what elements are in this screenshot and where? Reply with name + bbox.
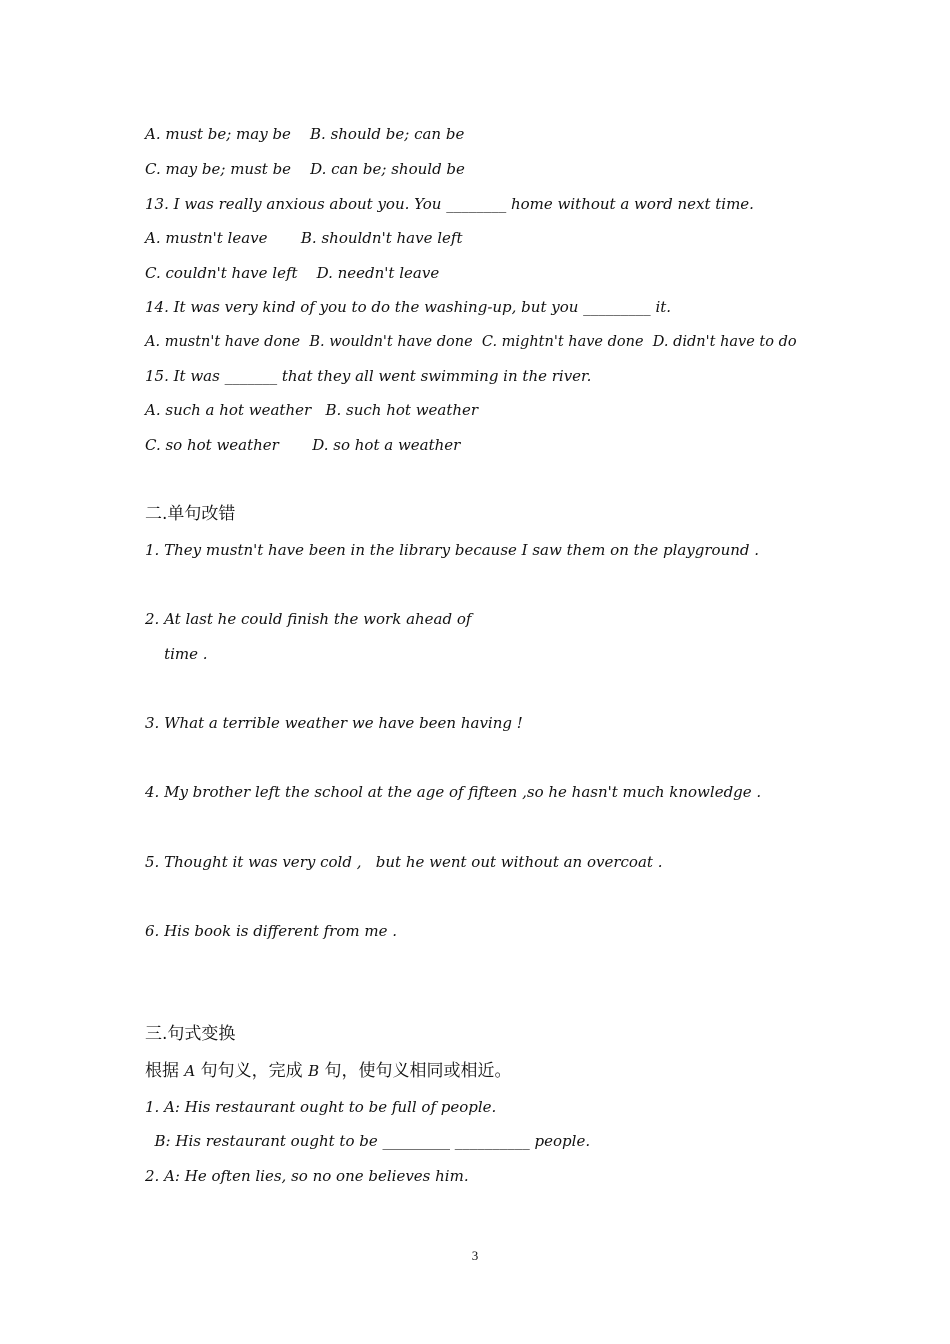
- correction-item-4: 4. My brother left the school at the age of fifteen ,so he hasn't much knowledge .: [145, 783, 762, 801]
- transformation-item-1-a: 1. A: His restaurant ought to be full of people.: [145, 1098, 497, 1116]
- q13-options-line-2: C. couldn't have left D. needn't leave: [145, 264, 440, 282]
- transformation-item-2-a: 2. A: He often lies, so no one believes him.: [145, 1167, 469, 1185]
- section-heading-error-correction: 二.单句改错: [145, 504, 236, 524]
- q13-options-line-1: A. mustn't leave B. shouldn't have left: [145, 229, 463, 247]
- transformation-item-1-b: B: His restaurant ought to be _________ __________ people.: [145, 1132, 591, 1150]
- transformation-instruction: 根据 A 句句义，完成 B 句，使句义相同或相近。: [145, 1061, 512, 1081]
- correction-item-5: 5. Thought it was very cold , but he went out without an overcoat .: [145, 853, 663, 871]
- correction-item-3: 3. What a terrible weather we have been having !: [145, 714, 523, 732]
- correction-item-1: 1. They mustn't have been in the library because I saw them on the playground .: [145, 541, 760, 559]
- correction-item-2-line-1: 2. At last he could finish the work ahead of: [145, 610, 472, 628]
- q14-stem: 14. It was very kind of you to do the washing-up, but you _________ it.: [145, 298, 672, 316]
- q13-stem: 13. I was really anxious about you. You ________ home without a word next time.: [145, 195, 754, 213]
- section-heading-sentence-transformation: 三.句式变换: [145, 1024, 236, 1044]
- correction-item-6: 6. His book is different from me .: [145, 922, 397, 940]
- q15-stem: 15. It was _______ that they all went swimming in the river.: [145, 367, 592, 385]
- q15-options-line-1: A. such a hot weather B. such hot weather: [145, 401, 479, 419]
- q12-options-line-2: C. may be; must be D. can be; should be: [145, 160, 465, 178]
- q14-options: A. mustn't have done B. wouldn't have done C. mightn't have done D. didn't have to do: [145, 334, 797, 350]
- q15-options-line-2: C. so hot weather D. so hot a weather: [145, 436, 461, 454]
- correction-item-2-line-2: time .: [145, 645, 208, 663]
- q12-options-line-1: A. must be; may be B. should be; can be: [145, 125, 465, 143]
- page-number: 3: [471, 1248, 479, 1263]
